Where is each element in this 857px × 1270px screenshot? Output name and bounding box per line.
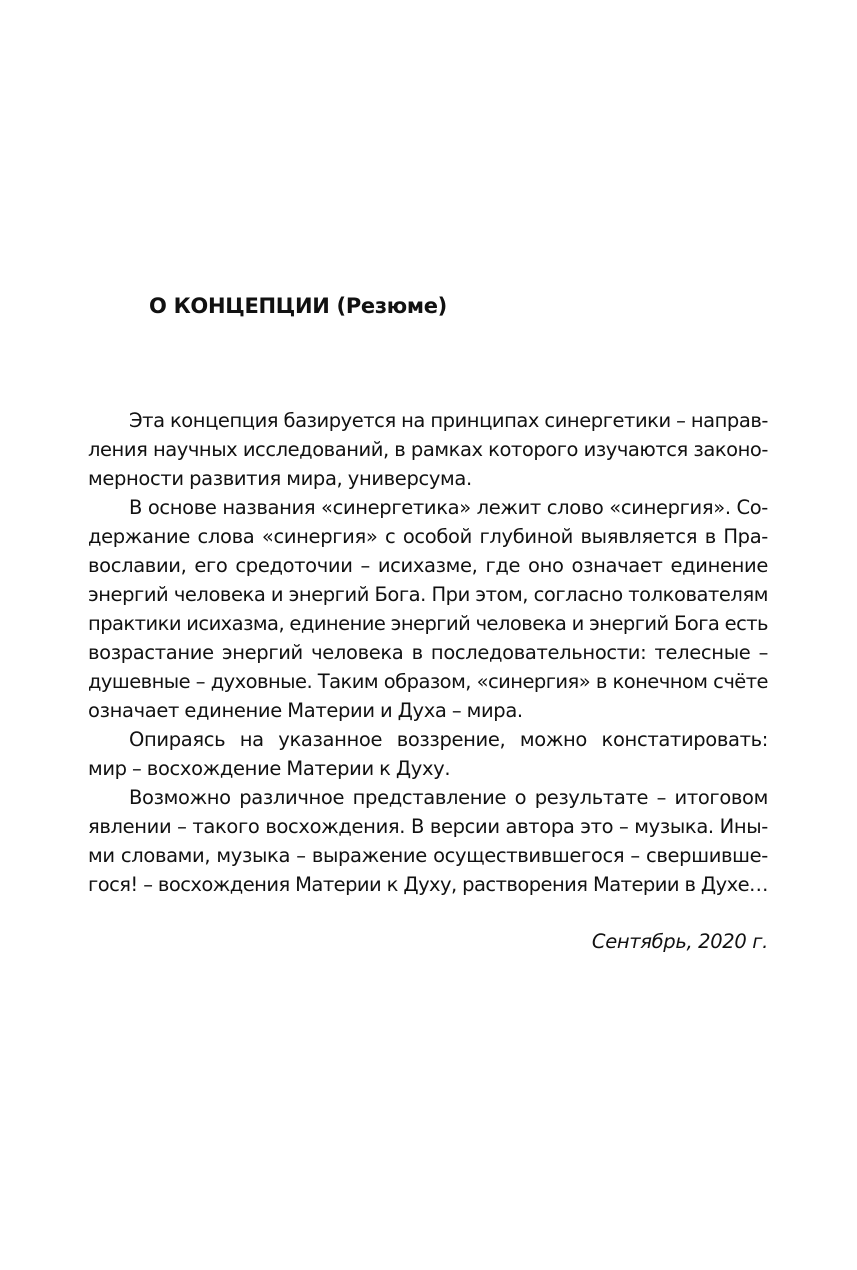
page-heading — [149, 291, 447, 321]
text-line: ми словами, музыка – выражение осуществившегося – свершивше- — [88, 844, 768, 867]
text-line: мерности развития мира, универсума. — [88, 467, 472, 490]
text-line: Эта концепция базируется на принципах синергетики – направ- — [129, 409, 768, 432]
paragraph-1 — [88, 406, 768, 493]
signature-date: Сентябрь, 2020 г. — [591, 930, 768, 953]
text-line: держание слова «синергия» с особой глубиной выявляется в Пра- — [88, 525, 768, 548]
paragraph-2 — [88, 493, 768, 725]
text-line: означает единение Материи и Духа – мира. — [88, 699, 523, 722]
text-line: вославии, его средоточии – исихазме, где оно означает единение — [88, 554, 768, 577]
text-line: возрастание энергий человека в последовательности: телесные – — [88, 641, 768, 664]
text-line: душевные – духовные. Таким образом, «синергия» в конечном счёте — [88, 670, 768, 693]
text-line: гося! – восхождения Материи к Духу, растворения Материи в Духе… — [88, 873, 768, 896]
text-line: Опираясь на указанное воззрение, можно констатировать: — [129, 728, 768, 751]
body-text — [88, 406, 768, 899]
heading-title: О КОНЦЕПЦИИ — [149, 294, 330, 318]
paragraph-4 — [88, 783, 768, 899]
paragraph-3 — [88, 725, 768, 783]
heading-subtitle: (Резюме) — [336, 294, 447, 318]
text-line: явлении – такого восхождения. В версии автора это – музыка. Ины- — [88, 815, 768, 838]
text-line: ления научных исследований, в рамках которого изучаются законо- — [88, 438, 768, 461]
text-line: практики исихазма, единение энергий человека и энергий Бога есть — [88, 612, 768, 635]
text-line: Возможно различное представление о результате – итоговом — [129, 786, 768, 809]
text-line: мир – восхождение Материи к Духу. — [88, 757, 451, 780]
text-line: энергий человека и энергий Бога. При этом, согласно толкователям — [88, 583, 768, 606]
text-line: В основе названия «синергетика» лежит слово «синергия». Со- — [129, 496, 768, 519]
